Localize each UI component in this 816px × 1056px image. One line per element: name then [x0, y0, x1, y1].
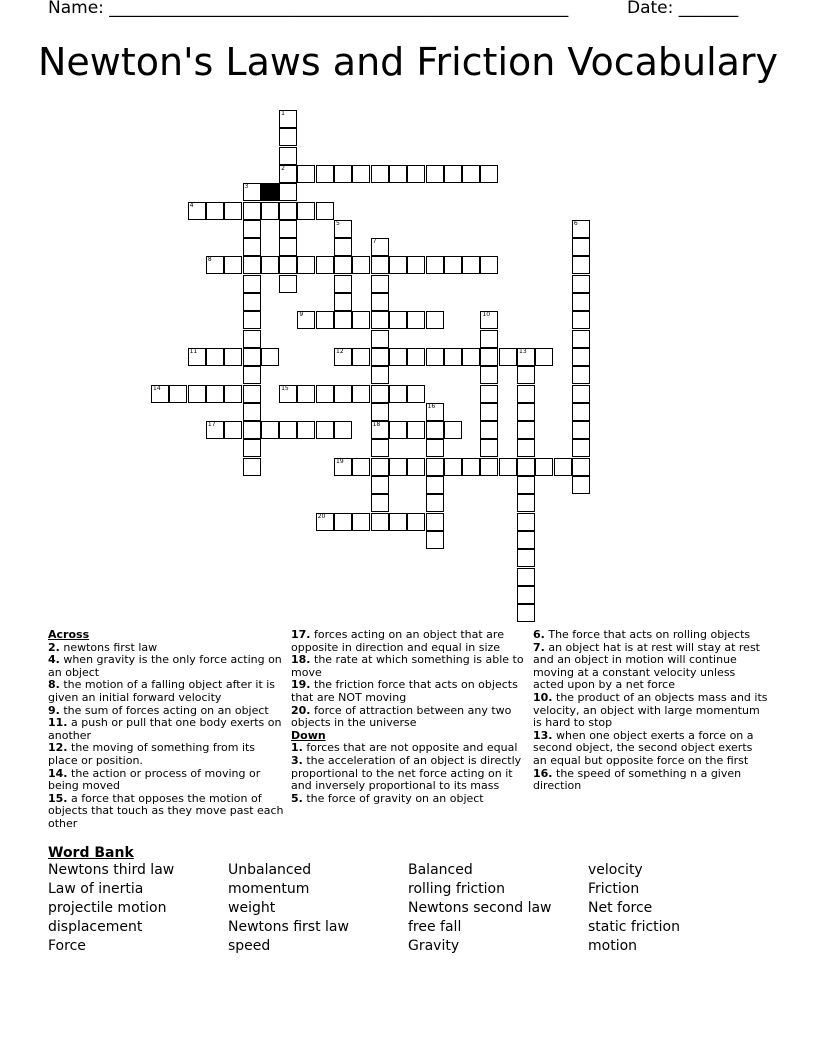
crossword-cell[interactable] [535, 458, 553, 476]
clue-across-12 [48, 742, 284, 767]
clue-text: the product of an objects mass and its velocity, an object with large momentum is hard to stop [533, 690, 768, 730]
clue-column-1 [48, 629, 284, 831]
clue-down-7 [533, 642, 769, 692]
crossword-cell-number: 17 [207, 421, 216, 429]
crossword-cell[interactable] [371, 165, 389, 183]
clue-column-2 [291, 629, 527, 805]
crossword-cell[interactable] [243, 256, 261, 274]
crossword-cell[interactable] [444, 256, 462, 274]
clue-number: 17. [291, 628, 311, 641]
crossword-cell[interactable] [261, 421, 279, 439]
word-bank-item: Newtons second law [408, 900, 552, 916]
crossword-cell[interactable] [572, 348, 590, 366]
crossword-cell-number: 14 [153, 384, 161, 392]
crossword-cell[interactable] [517, 568, 535, 586]
crossword-cell[interactable] [279, 128, 297, 146]
crossword-cell[interactable] [279, 202, 297, 220]
crossword-cell[interactable] [444, 458, 462, 476]
clue-text: The force that acts on rolling objects [548, 628, 751, 641]
crossword-cell[interactable] [480, 366, 498, 384]
crossword-cell[interactable] [352, 256, 370, 274]
crossword-cell[interactable] [480, 348, 498, 366]
word-bank-item: speed [228, 938, 271, 954]
clue-number: 7. [533, 640, 545, 654]
clue-number: 1. [291, 741, 303, 755]
crossword-cell[interactable] [426, 458, 444, 476]
clue-text: the action or process of moving or being moved [48, 766, 261, 793]
crossword-cell[interactable] [572, 238, 590, 256]
crossword-cell[interactable] [426, 494, 444, 512]
crossword-cell[interactable] [480, 403, 498, 421]
word-bank [48, 862, 788, 957]
crossword-cell[interactable] [499, 348, 517, 366]
crossword-cell[interactable] [480, 330, 498, 348]
crossword-cell-number: 12 [336, 347, 344, 355]
crossword-cell[interactable] [389, 513, 407, 531]
word-bank-item: rolling friction [408, 881, 505, 897]
crossword-cell[interactable] [279, 385, 297, 403]
word-bank-item: Net force [588, 900, 653, 916]
crossword-cell[interactable] [517, 458, 535, 476]
crossword-cell[interactable] [297, 202, 315, 220]
crossword-cell-number: 2 [281, 164, 285, 172]
crossword-cell-number: 15 [281, 384, 289, 392]
crossword-cell[interactable] [297, 256, 315, 274]
clue-text: the force of gravity on an object [306, 791, 484, 805]
crossword-cell[interactable] [444, 348, 462, 366]
crossword-cell[interactable] [243, 458, 261, 476]
clue-text: when one object exerts a force on a second object, the second object exerts an equal but opposite force on the first [533, 728, 754, 767]
clue-number: 15. [48, 791, 68, 805]
crossword-cell[interactable] [334, 385, 352, 403]
crossword-cell-number: 8 [207, 256, 212, 264]
crossword-cell[interactable] [316, 202, 334, 220]
word-bank-item: displacement [48, 919, 143, 935]
crossword-cell[interactable] [316, 421, 334, 439]
crossword-cell[interactable] [554, 458, 572, 476]
crossword-cell[interactable] [426, 421, 444, 439]
crossword-cell[interactable] [188, 385, 206, 403]
clue-number: 13. [533, 728, 553, 742]
crossword-cell[interactable] [371, 311, 389, 329]
crossword-cell[interactable] [334, 293, 352, 311]
crossword-cell[interactable] [407, 458, 425, 476]
crossword-cell[interactable] [243, 366, 261, 384]
crossword-cell[interactable] [371, 403, 389, 421]
crossword-cell[interactable] [407, 385, 425, 403]
crossword-cell[interactable] [243, 385, 261, 403]
clue-text: a force that opposes the motion of objects that touch as they move past each other [48, 791, 284, 830]
crossword-cell[interactable] [407, 513, 425, 531]
crossword-cell[interactable] [243, 183, 261, 201]
crossword-cell[interactable] [334, 256, 352, 274]
crossword-cell[interactable] [243, 311, 261, 329]
crossword-cell[interactable] [389, 311, 407, 329]
word-bank-item: static friction [588, 919, 680, 935]
crossword-cell[interactable] [224, 385, 242, 403]
crossword-cell[interactable] [297, 421, 315, 439]
crossword-cell[interactable] [352, 348, 370, 366]
crossword-cell[interactable] [480, 439, 498, 457]
crossword-cell[interactable] [517, 348, 535, 366]
crossword-cell[interactable] [206, 256, 224, 274]
crossword-cell[interactable] [426, 348, 444, 366]
crossword-cell-number: 4 [189, 201, 194, 209]
crossword-cell[interactable] [243, 293, 261, 311]
clue-text: the acceleration of an object is directly proportional to the net force acting on it and inversely proportional to its mass [291, 753, 522, 793]
clue-number: 4. [48, 653, 60, 667]
clue-text: forces acting on an object that are opposite in direction and equal in size [291, 628, 504, 654]
crossword-cell[interactable] [279, 421, 297, 439]
word-bank-item: Balanced [408, 862, 473, 878]
clue-across-4 [48, 654, 284, 679]
crossword-cell[interactable] [261, 202, 279, 220]
clue-number: 10. [533, 690, 553, 704]
crossword-cell[interactable] [426, 439, 444, 457]
crossword-cell[interactable] [334, 311, 352, 329]
crossword-cell[interactable] [279, 220, 297, 238]
crossword-cell-number: 7 [372, 238, 377, 246]
crossword-cell[interactable] [407, 311, 425, 329]
crossword-cell[interactable] [480, 385, 498, 403]
crossword-cell[interactable] [572, 403, 590, 421]
crossword-cell[interactable] [334, 165, 352, 183]
clue-down-5 [291, 793, 527, 806]
crossword-cell[interactable] [188, 348, 206, 366]
crossword-cell-number: 16 [427, 402, 436, 410]
crossword-cell[interactable] [517, 549, 535, 567]
crossword-cell[interactable] [480, 421, 498, 439]
crossword-cell[interactable] [224, 348, 242, 366]
crossword-cell[interactable] [371, 330, 389, 348]
clue-down-13 [533, 730, 769, 768]
crossword-cell[interactable] [371, 385, 389, 403]
crossword-cell[interactable] [517, 513, 535, 531]
clue-across-11 [48, 717, 284, 742]
crossword-cell[interactable] [243, 330, 261, 348]
clue-across-18 [291, 654, 527, 679]
crossword-cell[interactable] [371, 513, 389, 531]
clue-number: 6. [533, 628, 545, 641]
clue-down-10 [533, 692, 769, 730]
clue-column-3 [533, 629, 769, 793]
crossword-cell[interactable] [517, 531, 535, 549]
crossword-cell[interactable] [572, 476, 590, 494]
crossword-cell[interactable] [517, 366, 535, 384]
crossword-cell[interactable] [426, 403, 444, 421]
crossword-cell[interactable] [480, 256, 498, 274]
crossword-cell[interactable] [224, 421, 242, 439]
crossword-cell[interactable] [243, 421, 261, 439]
crossword-cell-number: 3 [244, 183, 249, 191]
clue-number: 14. [48, 766, 68, 780]
down-heading: Down [291, 728, 326, 742]
crossword-cell[interactable] [297, 385, 315, 403]
crossword-cell[interactable] [572, 439, 590, 457]
crossword-cell[interactable] [535, 348, 553, 366]
crossword-cell[interactable] [206, 348, 224, 366]
crossword-cell[interactable] [243, 348, 261, 366]
crossword-cell[interactable] [279, 256, 297, 274]
crossword-cell[interactable] [480, 165, 498, 183]
crossword-cell[interactable] [316, 311, 334, 329]
crossword-cell-number: 18 [372, 421, 381, 429]
crossword-cell-number: 1 [281, 110, 285, 117]
crossword-cell[interactable] [334, 220, 352, 238]
crossword-cell[interactable] [407, 421, 425, 439]
crossword-cell[interactable] [206, 421, 224, 439]
crossword-cell[interactable] [517, 586, 535, 604]
word-bank-item: Force [48, 938, 86, 954]
word-bank-item: free fall [408, 919, 462, 935]
crossword-cell[interactable] [316, 165, 334, 183]
clue-down-3 [291, 755, 527, 793]
clue-text: newtons first law [63, 640, 158, 654]
crossword-cell-number: 13 [519, 347, 527, 355]
clue-text: force of attraction between any two objects in the universe [291, 703, 512, 730]
crossword-cell[interactable] [261, 348, 279, 366]
crossword-cell[interactable] [462, 348, 480, 366]
crossword-cell[interactable] [279, 147, 297, 165]
clue-text: the speed of something n a given direction [533, 766, 742, 793]
crossword-cell[interactable] [371, 256, 389, 274]
clue-number: 18. [291, 653, 311, 667]
crossword-cell[interactable] [279, 275, 297, 293]
word-bank-item: Gravity [408, 938, 460, 954]
crossword-cell-number: 6 [573, 219, 578, 227]
clue-text: the rate at which something is able to move [291, 653, 524, 679]
word-bank-item: weight [228, 900, 276, 916]
crossword-cell[interactable] [243, 275, 261, 293]
word-bank-title: Word Bank [48, 845, 134, 861]
crossword-cell[interactable] [316, 513, 334, 531]
crossword-cell[interactable] [426, 531, 444, 549]
crossword-cell[interactable] [261, 256, 279, 274]
crossword-cell[interactable] [371, 275, 389, 293]
name-field[interactable]: Name: ______________________________________________________ [48, 0, 569, 18]
crossword-cell[interactable] [334, 513, 352, 531]
crossword-cell[interactable] [243, 220, 261, 238]
crossword-cell[interactable] [572, 256, 590, 274]
crossword-cell[interactable] [426, 256, 444, 274]
clue-text: when gravity is the only force acting on an object [48, 653, 282, 679]
crossword-cell[interactable] [371, 494, 389, 512]
crossword-cell[interactable] [371, 293, 389, 311]
crossword-cell[interactable] [444, 421, 462, 439]
crossword-cell[interactable] [334, 458, 352, 476]
clue-number: 20. [291, 703, 311, 717]
crossword-cell[interactable] [426, 165, 444, 183]
crossword-cell[interactable] [572, 421, 590, 439]
crossword-cell[interactable] [572, 458, 590, 476]
crossword-cell[interactable] [572, 220, 590, 238]
crossword-cell[interactable] [371, 439, 389, 457]
crossword-cell[interactable] [297, 311, 315, 329]
crossword-cell[interactable] [572, 385, 590, 403]
crossword-cell[interactable] [334, 275, 352, 293]
clue-text: forces that are not opposite and equal [306, 741, 518, 755]
crossword-cell-number: 9 [299, 311, 304, 319]
word-bank-item: Unbalanced [228, 862, 312, 878]
crossword-cell[interactable] [517, 604, 535, 622]
clue-text: the moving of something from its place or position. [48, 741, 256, 767]
crossword-cell[interactable] [243, 439, 261, 457]
clue-number: 8. [48, 678, 60, 692]
crossword-cell[interactable] [371, 476, 389, 494]
date-field[interactable]: Date: _______ [627, 0, 739, 18]
crossword-cell[interactable] [371, 238, 389, 256]
crossword-cell[interactable] [371, 458, 389, 476]
clue-across-14 [48, 768, 284, 793]
clue-text: the motion of a falling object after it is given an initial forward velocity [48, 678, 276, 704]
crossword-cell[interactable] [334, 348, 352, 366]
clue-across-19 [291, 679, 527, 704]
clue-number: 5. [291, 791, 303, 805]
clue-down-16 [533, 768, 769, 793]
word-bank-item: motion [588, 938, 638, 954]
crossword-cell[interactable] [480, 458, 498, 476]
clue-number: 9. [48, 703, 60, 717]
word-bank-item: momentum [228, 881, 310, 897]
word-bank-item: Friction [588, 881, 640, 897]
clue-text: the friction force that acts on objects that are NOT moving [291, 678, 518, 704]
crossword-cell[interactable] [169, 385, 187, 403]
crossword-cell[interactable] [243, 202, 261, 220]
crossword-cell[interactable] [352, 458, 370, 476]
crossword-cell[interactable] [480, 311, 498, 329]
crossword-cell[interactable] [243, 403, 261, 421]
clue-number: 3. [291, 753, 303, 767]
crossword-cell-number: 11 [189, 347, 198, 355]
crossword-cell[interactable] [572, 330, 590, 348]
clue-across-8 [48, 679, 284, 704]
crossword-cell[interactable] [499, 458, 517, 476]
crossword-cell[interactable] [572, 293, 590, 311]
crossword-cell[interactable] [462, 458, 480, 476]
crossword-cell[interactable] [572, 275, 590, 293]
crossword-cell[interactable] [517, 421, 535, 439]
clue-number: 16. [533, 766, 553, 780]
word-bank-item: velocity [588, 862, 643, 878]
crossword-cell[interactable] [371, 366, 389, 384]
crossword-cell[interactable] [206, 202, 224, 220]
crossword-cell[interactable] [572, 311, 590, 329]
word-bank-item: Newtons third law [48, 862, 175, 878]
crossword-cell[interactable] [279, 110, 297, 128]
crossword-cell[interactable] [572, 366, 590, 384]
clue-number: 11. [48, 716, 68, 730]
crossword-cell[interactable] [407, 165, 425, 183]
clue-text: the sum of forces acting on an object [63, 703, 269, 717]
crossword-cell[interactable] [517, 385, 535, 403]
crossword-cell[interactable] [389, 165, 407, 183]
clue-text: a push or pull that one body exerts on another [48, 716, 282, 742]
crossword-cell[interactable] [462, 256, 480, 274]
crossword-cell[interactable] [389, 256, 407, 274]
word-bank-item: projectile motion [48, 900, 167, 916]
crossword-cell[interactable] [188, 202, 206, 220]
crossword-cell[interactable] [407, 348, 425, 366]
crossword-cell[interactable] [151, 385, 169, 403]
crossword-cell[interactable] [334, 238, 352, 256]
crossword-cell[interactable] [316, 385, 334, 403]
crossword-cell[interactable] [334, 421, 352, 439]
crossword-cell[interactable] [352, 165, 370, 183]
crossword-cell[interactable] [279, 238, 297, 256]
crossword-cell[interactable] [444, 165, 462, 183]
across-heading: Across [48, 628, 90, 641]
crossword-cell[interactable] [389, 348, 407, 366]
crossword-cell[interactable] [407, 256, 425, 274]
clue-number: 2. [48, 640, 60, 654]
crossword-cell-number: 19 [336, 457, 344, 465]
crossword-cell[interactable] [352, 311, 370, 329]
crossword-cell[interactable] [371, 421, 389, 439]
crossword-cell[interactable] [224, 256, 242, 274]
crossword-cell[interactable] [279, 165, 297, 183]
clue-number: 12. [48, 741, 68, 755]
crossword-cell[interactable] [316, 256, 334, 274]
clue-text: an object hat is at rest will stay at rest and an object in motion will continue moving at a constant velocity unless acted upon by a net force [533, 640, 760, 692]
word-bank-item: Law of inertia [48, 881, 144, 897]
crossword-cell[interactable] [462, 165, 480, 183]
crossword-cell[interactable] [243, 238, 261, 256]
page-title: Newton's Laws and Friction Vocabulary [37, 40, 779, 84]
crossword-black-cell [261, 183, 279, 201]
crossword-cell-number: 10 [482, 311, 491, 319]
crossword-cell[interactable] [352, 513, 370, 531]
crossword-cell[interactable] [517, 476, 535, 494]
crossword-cell[interactable] [224, 202, 242, 220]
crossword-cell-number: 20 [317, 512, 326, 520]
clue-across-15 [48, 793, 284, 831]
crossword-cell[interactable] [517, 494, 535, 512]
clue-across-17 [291, 629, 527, 654]
crossword-cell[interactable] [389, 385, 407, 403]
crossword-cell[interactable] [517, 403, 535, 421]
clue-number: 19. [291, 678, 311, 692]
word-bank-item: Newtons first law [228, 919, 349, 935]
crossword-cell[interactable] [426, 476, 444, 494]
crossword-cell[interactable] [297, 165, 315, 183]
clue-across-20 [291, 705, 527, 730]
crossword-cell[interactable] [426, 311, 444, 329]
crossword-cell[interactable] [517, 439, 535, 457]
crossword-cell[interactable] [389, 421, 407, 439]
crossword-cell[interactable] [426, 513, 444, 531]
crossword-cell[interactable] [279, 183, 297, 201]
crossword-cell-number: 5 [336, 219, 340, 227]
crossword-cell[interactable] [206, 385, 224, 403]
crossword-cell[interactable] [352, 385, 370, 403]
crossword-cell[interactable] [371, 348, 389, 366]
crossword-cell[interactable] [389, 458, 407, 476]
